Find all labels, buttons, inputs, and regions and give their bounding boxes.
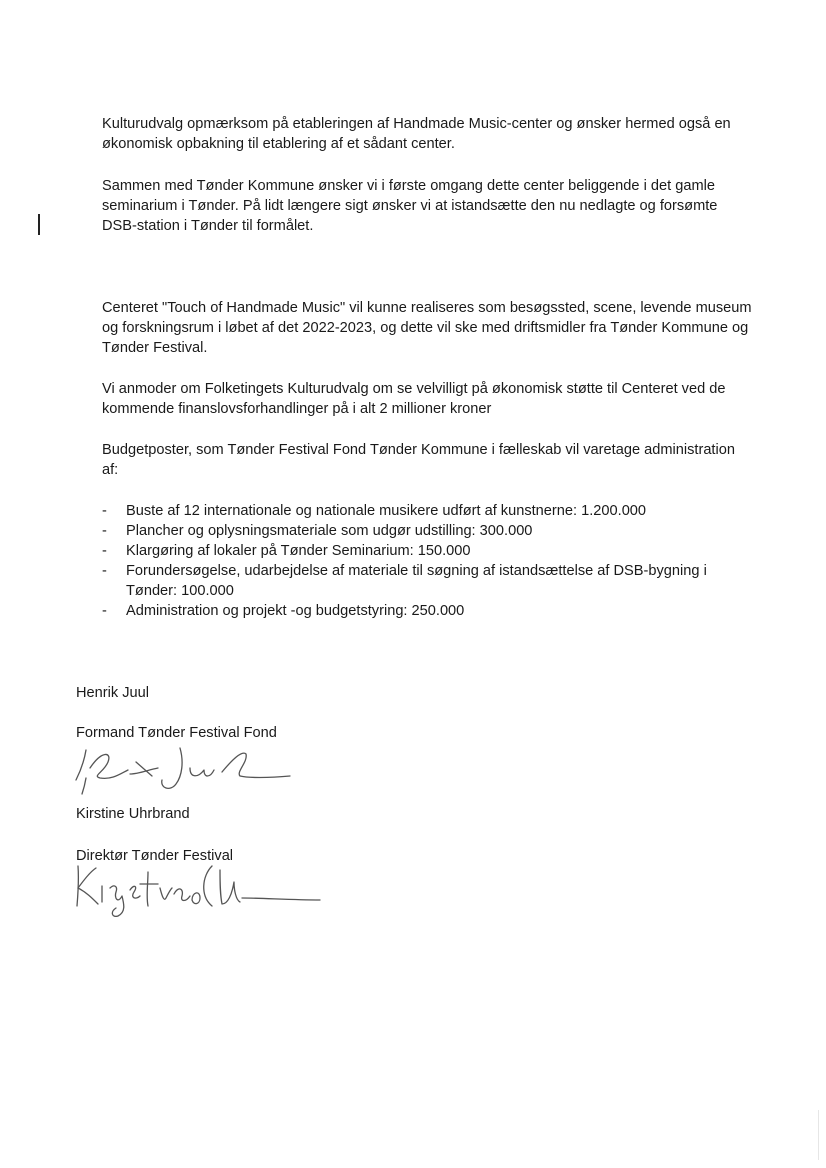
- budget-list: [102, 501, 752, 621]
- paragraph-centre-realisation: Centeret "Touch of Handmade Music" vil kunne realiseres som besøgssted, scene, levende museum og forskningsrum i løbet af det 2022-2023, og dette vil ske med driftsmidler fra Tønder Kommune og Tønder Festival.: [102, 300, 752, 356]
- signatory-name-henrik: Henrik Juul: [76, 685, 149, 701]
- signature-henrik-juul-icon: [72, 740, 302, 798]
- signatory-title-kirstine: Direktør Tønder Festival: [76, 848, 234, 864]
- list-item: [102, 561, 752, 601]
- paragraph-committee-attention: Kulturudvalg opmærksom på etableringen af Handmade Music-center og ønsker hermed også en økonomisk opbakning til etablering af et sådant center.: [102, 116, 731, 152]
- bullet-dash: -: [102, 563, 107, 579]
- bullet-dash: -: [102, 543, 107, 559]
- text-cursor-mark: [38, 214, 40, 235]
- paragraph-seminarium-location: Sammen med Tønder Kommune ønsker vi i første omgang dette center beliggende i det gamle seminarium i Tønder. På lidt længere sigt ønsker vi at istandsætte den nu nedlagte og forsømte DSB-station i Tønder til formålet.: [102, 178, 718, 234]
- bullet-dash: -: [102, 523, 107, 539]
- list-item: [102, 601, 752, 621]
- signatory-title-henrik: Formand Tønder Festival Fond: [76, 725, 277, 741]
- list-item-text: Plancher og oplysningsmateriale som udgør udstilling: 300.000: [126, 523, 533, 539]
- list-item-text: Klargøring af lokaler på Tønder Seminarium: 150.000: [126, 543, 471, 559]
- signature-kirstine-uhrbrand-icon: [72, 860, 324, 920]
- list-item: [102, 521, 752, 541]
- list-item-text: Buste af 12 internationale og nationale musikere udført af kunstnerne: 1.200.000: [126, 503, 647, 519]
- bullet-dash: -: [102, 503, 107, 519]
- scan-edge-mark: [818, 1110, 819, 1160]
- list-item: [102, 541, 752, 561]
- list-item-text: Forundersøgelse, udarbejdelse af materiale til søgning af istandsættelse af DSB-bygning i Tønder: 100.000: [126, 563, 707, 599]
- paragraph-funding-request: Vi anmoder om Folketingets Kulturudvalg om se velvilligt på økonomisk støtte til Centeret ved de kommende finanslovsforhandlinger på i alt 2 millioner kroner: [102, 381, 726, 417]
- bullet-dash: -: [102, 603, 107, 619]
- list-item-text: Administration og projekt -og budgetstyring: 250.000: [126, 603, 465, 619]
- paragraph-budget-intro: Budgetposter, som Tønder Festival Fond Tønder Kommune i fælleskab vil varetage administration af:: [102, 442, 735, 478]
- signatory-name-kirstine: Kirstine Uhrbrand: [76, 806, 190, 822]
- list-item: [102, 501, 752, 521]
